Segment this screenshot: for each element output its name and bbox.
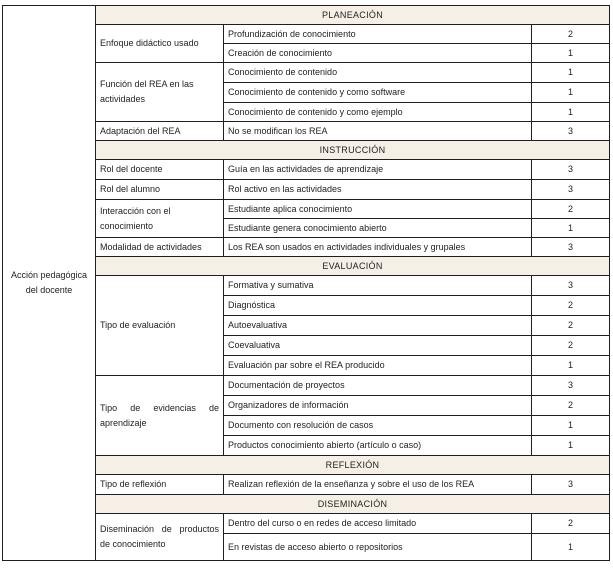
item-label: Autoevaluativa — [224, 316, 532, 336]
item-label: Documentación de proyectos — [224, 376, 532, 396]
item-value: 2 — [532, 396, 610, 416]
category-cell: Tipo de evaluación — [96, 276, 224, 376]
category-cell: Tipo de reflexión — [96, 475, 224, 495]
item-value: 1 — [532, 219, 610, 238]
category-cell: Rol del alumno — [96, 180, 224, 200]
item-label: Dentro del curso o en redes de acceso limitado — [224, 514, 532, 534]
item-value: 1 — [532, 436, 610, 456]
item-value: 3 — [532, 122, 610, 141]
item-value: 3 — [532, 180, 610, 200]
item-label: Los REA son usados en actividades individuales y grupales — [224, 238, 532, 257]
item-value: 1 — [532, 534, 610, 561]
item-label: Organizadores de información — [224, 396, 532, 416]
item-label: Creación de conocimiento — [224, 44, 532, 63]
item-value: 1 — [532, 356, 610, 376]
item-label: Evaluación par sobre el REA producido — [224, 356, 532, 376]
item-label: Guía en las actividades de aprendizaje — [224, 160, 532, 180]
category-cell: Interacción con el conocimiento — [96, 200, 224, 238]
item-label: Estudiante aplica conocimiento — [224, 200, 532, 219]
item-value: 1 — [532, 103, 610, 122]
item-label: Coevaluativa — [224, 336, 532, 356]
item-value: 1 — [532, 44, 610, 63]
category-cell: Tipo de evidencias de aprendizaje — [96, 376, 224, 456]
item-label: Rol activo en las actividades — [224, 180, 532, 200]
item-value: 3 — [532, 276, 610, 296]
section-header-instruccion: INSTRUCCIÓN — [96, 141, 610, 160]
category-cell: Adaptación del REA — [96, 122, 224, 141]
category-cell: Función del REA en las actividades — [96, 63, 224, 122]
item-value: 3 — [532, 238, 610, 257]
item-value: 3 — [532, 160, 610, 180]
item-value: 3 — [532, 376, 610, 396]
item-value: 2 — [532, 200, 610, 219]
item-label: Conocimiento de contenido y como ejemplo — [224, 103, 532, 122]
item-label: Documento con resolución de casos — [224, 416, 532, 436]
item-value: 2 — [532, 336, 610, 356]
item-label: Profundización de conocimiento — [224, 25, 532, 44]
item-label: Conocimiento de contenido y como software — [224, 83, 532, 103]
section-header-evaluacion: EVALUACIÓN — [96, 257, 610, 276]
item-label: No se modifican los REA — [224, 122, 532, 141]
category-cell: Modalidad de actividades — [96, 238, 224, 257]
category-cell: Enfoque didáctico usado — [96, 25, 224, 63]
item-label: En revistas de acceso abierto o repositorios — [224, 534, 532, 561]
item-label: Realizan reflexión de la enseñanza y sobre el uso de los REA — [224, 475, 532, 495]
item-value: 1 — [532, 83, 610, 103]
item-value: 2 — [532, 316, 610, 336]
item-value: 2 — [532, 296, 610, 316]
category-cell: Diseminación de productos de conocimiento — [96, 514, 224, 561]
section-header-reflexion: REFLEXIÓN — [96, 456, 610, 475]
section-header-planeacion: PLANEACIÓN — [96, 6, 610, 25]
item-value: 1 — [532, 416, 610, 436]
side-label: Acción pedagógica del docente — [3, 6, 96, 561]
item-label: Estudiante genera conocimiento abierto — [224, 219, 532, 238]
item-value: 1 — [532, 63, 610, 83]
item-label: Formativa y sumativa — [224, 276, 532, 296]
item-label: Diagnóstica — [224, 296, 532, 316]
section-header-diseminacion: DISEMINACIÓN — [96, 495, 610, 514]
item-value: 2 — [532, 514, 610, 534]
item-value: 2 — [532, 25, 610, 44]
table-wrapper — [2, 5, 610, 561]
category-cell: Rol del docente — [96, 160, 224, 180]
pedagogical-action-table — [2, 5, 610, 561]
item-value: 3 — [532, 475, 610, 495]
item-label: Conocimiento de contenido — [224, 63, 532, 83]
item-label: Productos conocimiento abierto (artículo o caso) — [224, 436, 532, 456]
